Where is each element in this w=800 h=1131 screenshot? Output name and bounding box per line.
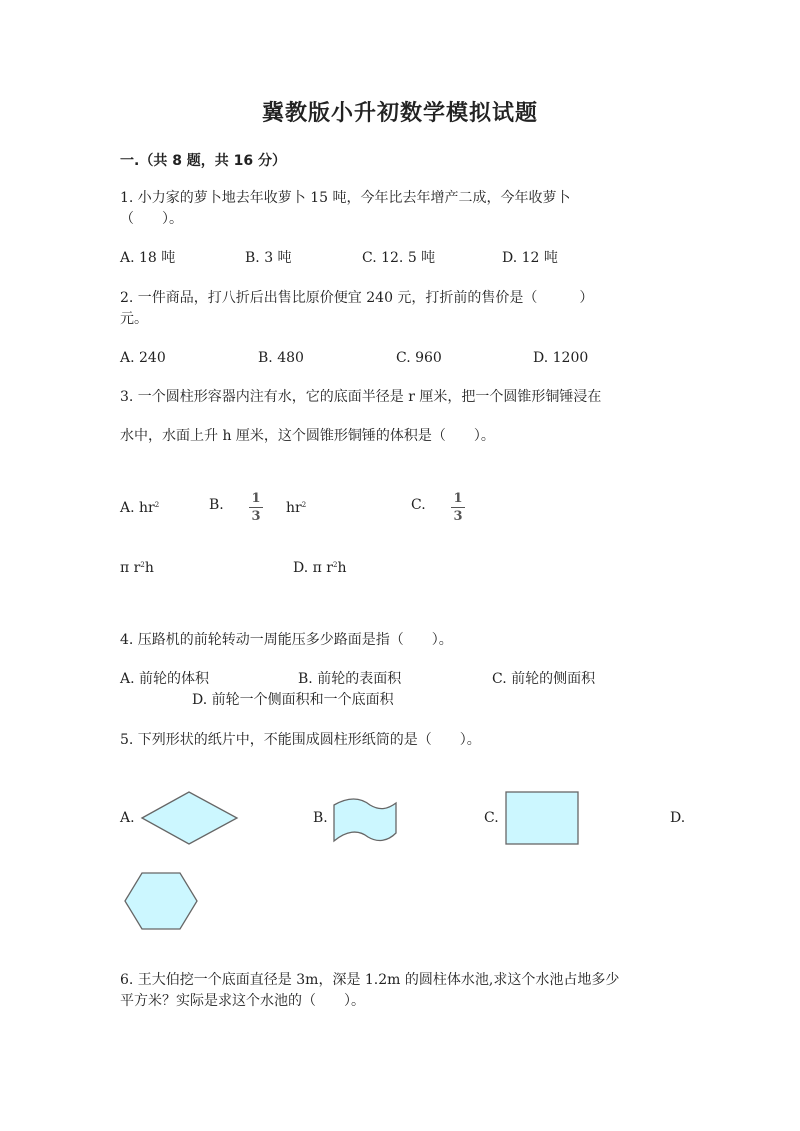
fraction-numerator: 1 xyxy=(251,491,261,506)
q4-stem: 4. 压路机的前轮转动一周能压多少路面是指（ ）。 xyxy=(120,632,453,648)
q3-option-d[interactable] xyxy=(293,555,346,578)
q4-option-d[interactable]: D. 前轮一个侧面积和一个底面积 xyxy=(192,692,394,708)
q3-option-a-exponent: 2 xyxy=(154,501,160,509)
hexagon-shape xyxy=(122,870,200,932)
q5-option-c-label[interactable]: C. xyxy=(484,810,499,826)
q3-option-d-exponent: 2 xyxy=(332,561,338,569)
rectangle-shape xyxy=(503,789,581,847)
q5-option-a-label[interactable]: A. xyxy=(120,810,135,826)
q2-stem-line1: 2. 一件商品，打八折后出售比原价便宜 240 元，打折前的售价是（ ） xyxy=(120,290,594,306)
q4-option-c[interactable]: C. 前轮的侧面积 xyxy=(492,671,596,687)
q3-option-b-fraction xyxy=(249,491,263,524)
q2-option-c[interactable]: C. 960 xyxy=(396,350,442,366)
q3-option-b-label[interactable]: B. xyxy=(209,497,224,513)
q3-option-c-continued xyxy=(120,555,154,578)
q5-option-d-label[interactable]: D. xyxy=(670,810,686,826)
q3-option-c-text: π r xyxy=(120,560,141,576)
q3-option-c-fraction xyxy=(451,491,465,524)
q3-option-c-label[interactable]: C. xyxy=(411,497,426,513)
q3-option-a-text: A. hr xyxy=(120,500,155,516)
q4-option-a[interactable]: A. 前轮的体积 xyxy=(120,671,210,687)
q3-option-b-expression xyxy=(286,495,306,518)
q2-option-b[interactable]: B. 480 xyxy=(258,350,304,366)
q5-stem: 5. 下列形状的纸片中，不能围成圆柱形纸筒的是（ ）。 xyxy=(120,732,481,748)
rhombus-shape xyxy=(140,790,240,846)
page-title: 冀教版小升初数学模拟试题 xyxy=(261,101,538,126)
q3-option-d-tail: h xyxy=(337,560,347,576)
q3-option-c-tail: h xyxy=(144,560,154,576)
q1-option-d[interactable]: D. 12 吨 xyxy=(502,250,558,266)
q1-option-b[interactable]: B. 3 吨 xyxy=(245,250,292,266)
fraction-bar xyxy=(249,507,263,508)
q3-option-c-exponent: 2 xyxy=(140,561,145,569)
fraction-denominator: 3 xyxy=(453,509,463,524)
q5-option-b-label[interactable]: B. xyxy=(313,810,328,826)
q4-option-b[interactable]: B. 前轮的表面积 xyxy=(298,671,402,687)
q1-option-a[interactable]: A. 18 吨 xyxy=(120,250,176,266)
q3-option-b-exponent: 2 xyxy=(301,501,307,509)
section-heading: 一.（共 8 题，共 16 分） xyxy=(120,153,287,169)
q2-option-d[interactable]: D. 1200 xyxy=(533,350,589,366)
q2-stem-line2: 元。 xyxy=(120,311,148,327)
q1-option-c[interactable]: C. 12. 5 吨 xyxy=(362,250,436,266)
fraction-bar xyxy=(451,507,465,508)
fraction-numerator: 1 xyxy=(453,491,463,506)
q3-option-a[interactable] xyxy=(120,495,159,518)
fraction-denominator: 3 xyxy=(251,509,261,524)
q3-option-b-text: hr xyxy=(286,500,302,516)
q3-option-d-text: D. π r xyxy=(293,560,333,576)
q2-option-a[interactable]: A. 240 xyxy=(120,350,166,366)
q6-stem-line1: 6. 王大伯挖一个底面直径是 3m，深是 1.2m 的圆柱体水池,求这个水池占地多少 xyxy=(120,972,620,988)
q3-stem-line1: 3. 一个圆柱形容器内注有水，它的底面半径是 r 厘米，把一个圆锥形铜锤浸在 xyxy=(120,389,602,405)
wavy-rectangle-shape xyxy=(330,797,400,847)
q1-stem-line1: 1. 小力家的萝卜地去年收萝卜 15 吨，今年比去年增产二成，今年收萝卜 xyxy=(120,190,571,206)
q3-stem-line2: 水中，水面上升 h 厘米，这个圆锥形铜锤的体积是（ ）。 xyxy=(120,428,495,444)
q6-stem-line2: 平方米？实际是求这个水池的（ ）。 xyxy=(120,993,365,1009)
q1-stem-line2: （ ）。 xyxy=(120,211,183,227)
